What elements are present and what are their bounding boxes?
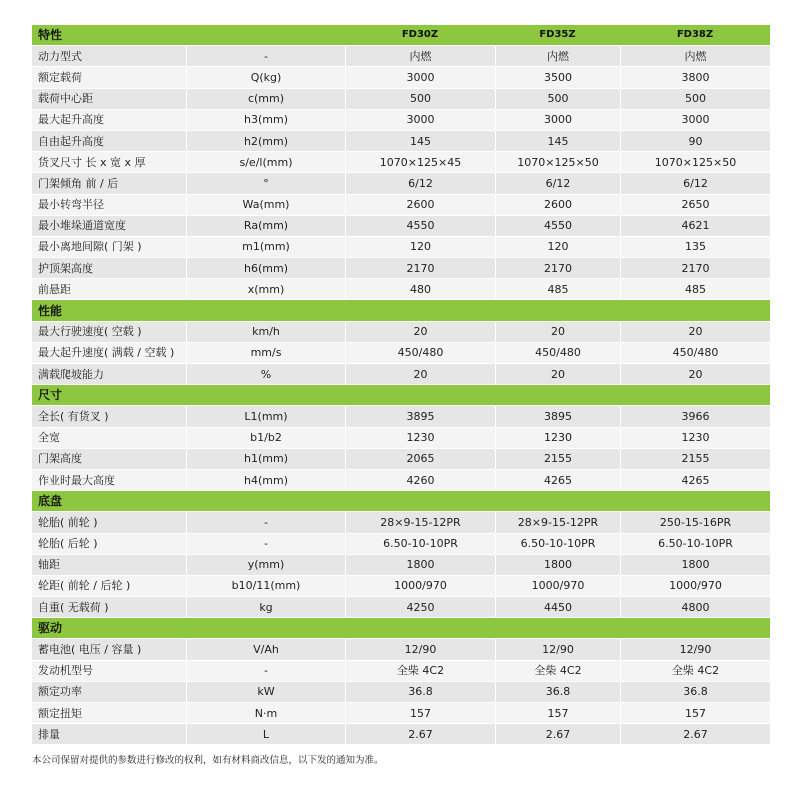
table-row [32, 534, 770, 555]
value-fd35z: 120 [495, 237, 620, 257]
row-unit: - [186, 534, 345, 554]
section-title: 驱动 [38, 621, 63, 636]
table-row [32, 322, 770, 343]
value-fd38z: 4800 [620, 597, 770, 617]
value-fd30z: 145 [345, 131, 495, 151]
model-header: FD35Z [539, 29, 576, 41]
value-fd35z: 4265 [495, 470, 620, 490]
value-fd35z: 2155 [495, 449, 620, 469]
table-row [32, 46, 770, 67]
value-fd30z: 20 [345, 322, 495, 342]
value-fd35z: 2.67 [495, 724, 620, 744]
value-fd35z: 3500 [495, 67, 620, 87]
row-label: 门架倾角 前 / 后 [38, 176, 119, 190]
table-row [32, 67, 770, 88]
value-fd38z: 20 [620, 364, 770, 384]
value-fd35z: 1800 [495, 555, 620, 575]
table-row [32, 512, 770, 533]
table-row [32, 597, 770, 618]
value-fd38z: 250-15-16PR [620, 512, 770, 532]
row-unit: b1/b2 [186, 428, 345, 448]
table-row [32, 258, 770, 279]
value-fd38z: 4265 [620, 470, 770, 490]
table-row [32, 173, 770, 194]
row-label: 轴距 [38, 558, 60, 572]
value-fd35z: 450/480 [495, 343, 620, 363]
value-fd30z: 450/480 [345, 343, 495, 363]
section-unit-spacer [186, 491, 345, 511]
value-fd30z: 36.8 [345, 682, 495, 702]
value-fd30z: 4550 [345, 216, 495, 236]
row-unit: Wa(mm) [186, 195, 345, 215]
value-fd38z: 1000/970 [620, 576, 770, 596]
section-unit-spacer [186, 300, 345, 320]
table-row [32, 343, 770, 364]
value-fd38z: 157 [620, 703, 770, 723]
value-fd35z: 36.8 [495, 682, 620, 702]
table-row [32, 406, 770, 427]
value-fd35z: 20 [495, 322, 620, 342]
row-label: 排量 [38, 727, 60, 741]
row-label: 载荷中心距 [38, 92, 93, 106]
row-label: 门架高度 [38, 452, 82, 466]
section-title: 尺寸 [38, 388, 63, 403]
table-row [32, 195, 770, 216]
model-header [345, 385, 495, 405]
model-header [495, 300, 620, 320]
row-unit: mm/s [186, 343, 345, 363]
table-row [32, 364, 770, 385]
value-fd38z: 135 [620, 237, 770, 257]
value-fd30z: 1230 [345, 428, 495, 448]
value-fd38z: 485 [620, 279, 770, 299]
row-label: 最小堆垛通道宽度 [38, 219, 126, 233]
row-unit: Ra(mm) [186, 216, 345, 236]
value-fd35z: 2170 [495, 258, 620, 278]
row-label: 作业时最大高度 [38, 473, 115, 487]
row-label: 最大起升速度( 满载 / 空载 ) [38, 346, 175, 360]
row-unit: h6(mm) [186, 258, 345, 278]
value-fd30z: 1000/970 [345, 576, 495, 596]
value-fd30z: 120 [345, 237, 495, 257]
row-label: 全长( 有货叉 ) [38, 409, 109, 423]
row-label: 满载爬坡能力 [38, 367, 104, 381]
table-row [32, 216, 770, 237]
model-header [345, 491, 495, 511]
row-label: 前悬距 [38, 282, 71, 296]
row-unit: h2(mm) [186, 131, 345, 151]
row-unit: - [186, 661, 345, 681]
row-label: 蓄电池( 电压 / 容量 ) [38, 643, 142, 657]
value-fd38z: 2.67 [620, 724, 770, 744]
value-fd35z: 6.50-10-10PR [495, 534, 620, 554]
row-label: 最小转弯半径 [38, 198, 104, 212]
value-fd30z: 2170 [345, 258, 495, 278]
value-fd30z: 1800 [345, 555, 495, 575]
model-header [495, 491, 620, 511]
spec-table [32, 25, 770, 745]
row-label: 轮胎( 前轮 ) [38, 515, 98, 529]
model-header [620, 618, 770, 638]
value-fd38z: 1070×125×50 [620, 152, 770, 172]
table-row [32, 639, 770, 660]
row-unit: - [186, 46, 345, 66]
value-fd38z: 6.50-10-10PR [620, 534, 770, 554]
row-unit: kg [186, 597, 345, 617]
row-unit: N·m [186, 703, 345, 723]
section-unit-spacer [186, 618, 345, 638]
row-unit: - [186, 512, 345, 532]
value-fd30z: 4260 [345, 470, 495, 490]
value-fd35z: 6/12 [495, 173, 620, 193]
value-fd35z: 1230 [495, 428, 620, 448]
table-row [32, 661, 770, 682]
value-fd30z: 28×9-15-12PR [345, 512, 495, 532]
value-fd38z: 2650 [620, 195, 770, 215]
value-fd30z: 6/12 [345, 173, 495, 193]
value-fd35z: 1000/970 [495, 576, 620, 596]
value-fd38z: 3800 [620, 67, 770, 87]
model-header [620, 385, 770, 405]
row-label: 最大起升高度 [38, 113, 104, 127]
row-unit: h3(mm) [186, 110, 345, 130]
row-label: 最小离地间隙( 门架 ) [38, 240, 142, 254]
table-row [32, 724, 770, 745]
row-label: 护顶架高度 [38, 261, 93, 275]
row-unit: y(mm) [186, 555, 345, 575]
value-fd38z: 6/12 [620, 173, 770, 193]
value-fd35z: 145 [495, 131, 620, 151]
row-unit: Q(kg) [186, 67, 345, 87]
row-unit: x(mm) [186, 279, 345, 299]
value-fd35z: 1070×125×50 [495, 152, 620, 172]
value-fd30z: 12/90 [345, 639, 495, 659]
value-fd35z: 4550 [495, 216, 620, 236]
value-fd38z: 4621 [620, 216, 770, 236]
row-unit: L [186, 724, 345, 744]
value-fd38z: 1230 [620, 428, 770, 448]
value-fd30z: 157 [345, 703, 495, 723]
row-label: 发动机型号 [38, 664, 93, 678]
row-label: 额定扭矩 [38, 706, 82, 720]
table-row [32, 555, 770, 576]
row-label: 轮距( 前轮 / 后轮 ) [38, 579, 131, 593]
value-fd30z: 1070×125×45 [345, 152, 495, 172]
value-fd38z: 2170 [620, 258, 770, 278]
value-fd38z: 全柴 4C2 [620, 661, 770, 681]
value-fd30z: 3000 [345, 110, 495, 130]
value-fd35z: 12/90 [495, 639, 620, 659]
row-label: 轮胎( 后轮 ) [38, 537, 98, 551]
value-fd38z: 12/90 [620, 639, 770, 659]
table-row [32, 703, 770, 724]
section-unit-spacer [186, 25, 345, 45]
table-row [32, 682, 770, 703]
value-fd38z: 2155 [620, 449, 770, 469]
value-fd35z: 28×9-15-12PR [495, 512, 620, 532]
row-label: 最大行驶速度( 空载 ) [38, 325, 142, 339]
value-fd35z: 内燃 [495, 46, 620, 66]
section-title: 底盘 [38, 494, 63, 509]
model-header [620, 491, 770, 511]
value-fd35z: 485 [495, 279, 620, 299]
table-row [32, 237, 770, 258]
section-header [32, 385, 770, 406]
value-fd38z: 500 [620, 89, 770, 109]
row-label: 自重( 无载荷 ) [38, 600, 109, 614]
value-fd35z: 3895 [495, 406, 620, 426]
table-row [32, 428, 770, 449]
row-label: 动力型式 [38, 49, 82, 63]
value-fd35z: 4450 [495, 597, 620, 617]
model-header: FD30Z [401, 29, 439, 41]
value-fd38z: 内燃 [620, 46, 770, 66]
footnote: 本公司保留对提供的参数进行修改的权利，如有材料商改信息，以下发的通知为准。 [32, 755, 384, 766]
row-label: 全宽 [38, 431, 60, 445]
value-fd30z: 3000 [345, 67, 495, 87]
value-fd35z: 3000 [495, 110, 620, 130]
row-unit: h4(mm) [186, 470, 345, 490]
section-header [32, 300, 770, 321]
row-label: 额定载荷 [38, 70, 82, 84]
row-unit: s/e/l(mm) [186, 152, 345, 172]
table-row [32, 470, 770, 491]
row-label: 额定功率 [38, 685, 82, 699]
value-fd35z: 500 [495, 89, 620, 109]
row-unit: h1(mm) [186, 449, 345, 469]
row-unit: m1(mm) [186, 237, 345, 257]
value-fd38z: 3000 [620, 110, 770, 130]
value-fd30z: 480 [345, 279, 495, 299]
value-fd38z: 450/480 [620, 343, 770, 363]
row-unit: kW [186, 682, 345, 702]
model-header [345, 300, 495, 320]
value-fd35z: 全柴 4C2 [495, 661, 620, 681]
value-fd38z: 90 [620, 131, 770, 151]
row-label: 自由起升高度 [38, 134, 104, 148]
table-row [32, 279, 770, 300]
section-header [32, 618, 770, 639]
row-unit: ° [186, 173, 345, 193]
table-row [32, 152, 770, 173]
section-unit-spacer [186, 385, 345, 405]
value-fd30z: 内燃 [345, 46, 495, 66]
model-header [620, 300, 770, 320]
row-unit: % [186, 364, 345, 384]
value-fd35z: 2600 [495, 195, 620, 215]
table-row [32, 449, 770, 470]
section-header [32, 491, 770, 512]
value-fd30z: 500 [345, 89, 495, 109]
row-unit: L1(mm) [186, 406, 345, 426]
row-unit: V/Ah [186, 639, 345, 659]
table-row [32, 110, 770, 131]
row-label: 货叉尺寸 长 x 宽 x 厚 [38, 155, 146, 169]
row-unit: c(mm) [186, 89, 345, 109]
value-fd30z: 全柴 4C2 [345, 661, 495, 681]
value-fd38z: 20 [620, 322, 770, 342]
model-header [345, 618, 495, 638]
value-fd30z: 2.67 [345, 724, 495, 744]
table-row [32, 89, 770, 110]
value-fd35z: 20 [495, 364, 620, 384]
value-fd30z: 4250 [345, 597, 495, 617]
table-row [32, 576, 770, 597]
value-fd30z: 2065 [345, 449, 495, 469]
value-fd30z: 3895 [345, 406, 495, 426]
value-fd38z: 36.8 [620, 682, 770, 702]
value-fd30z: 6.50-10-10PR [345, 534, 495, 554]
row-unit: b10/11(mm) [186, 576, 345, 596]
value-fd38z: 1800 [620, 555, 770, 575]
value-fd38z: 3966 [620, 406, 770, 426]
section-header [32, 25, 770, 46]
model-header [495, 618, 620, 638]
row-unit: km/h [186, 322, 345, 342]
model-header: FD38Z [676, 29, 714, 41]
table-row [32, 131, 770, 152]
model-header [495, 385, 620, 405]
value-fd30z: 20 [345, 364, 495, 384]
value-fd30z: 2600 [345, 195, 495, 215]
section-title: 性能 [38, 303, 63, 318]
section-title: 特性 [38, 28, 63, 43]
value-fd35z: 157 [495, 703, 620, 723]
